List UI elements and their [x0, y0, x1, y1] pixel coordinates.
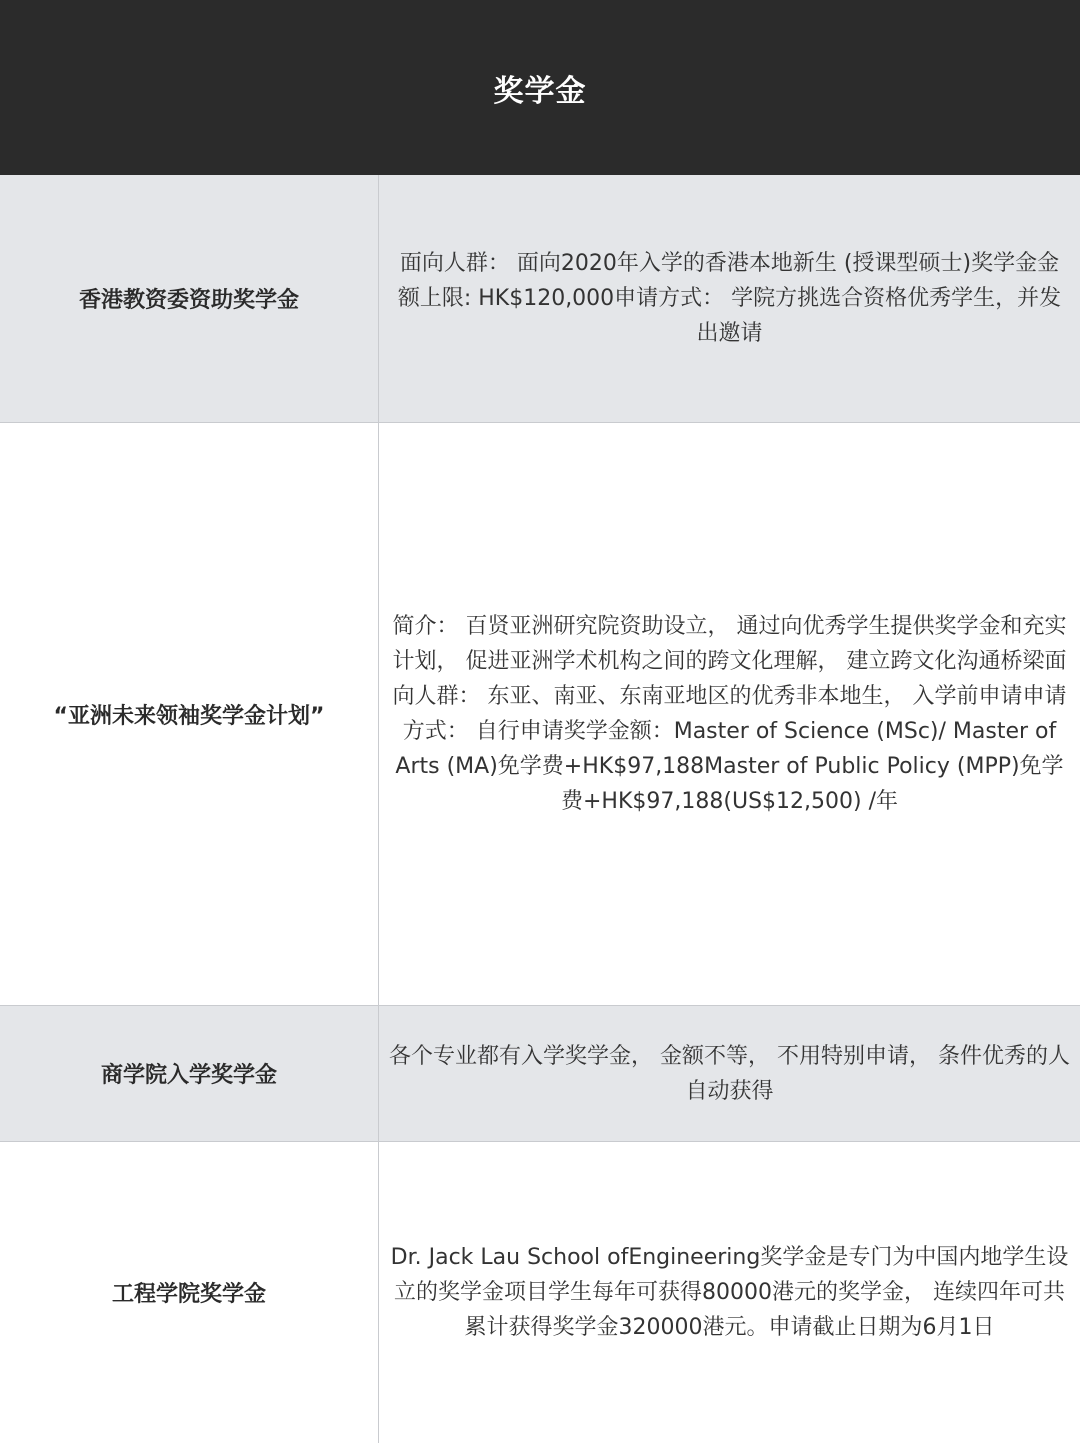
scholarship-description-text: 面向人群： 面向2020年入学的香港本地新生 (授课型硕士)奖学金金额上限: HK$120,000申请方式： 学院方挑选合资格优秀学生，并发出邀请 — [397, 251, 1062, 346]
scholarship-description-text: Dr. Jack Lau School ofEngineering奖学金是专门为中国内地学生设立的奖学金项目学生每年可获得80000港元的奖学金， 连续四年可共累计获得奖学金320000港元。申请截止日期为6月1日 — [390, 1245, 1069, 1340]
table-row — [0, 423, 1080, 1006]
scholarship-name: “亚洲未来领袖奖学金计划” — [0, 423, 379, 1005]
scholarship-description-text: 各个专业都有入学奖学金， 金额不等， 不用特别申请， 条件优秀的人自动获得 — [389, 1043, 1070, 1104]
table-row — [0, 1142, 1080, 1443]
table-header — [0, 0, 1080, 175]
page-title: 奖学金 — [493, 73, 587, 109]
scholarship-name: 工程学院奖学金 — [0, 1142, 379, 1443]
scholarship-name: 商学院入学奖学金 — [0, 1006, 379, 1141]
scholarship-description — [379, 1142, 1080, 1443]
table-row — [0, 175, 1080, 423]
scholarship-name: 香港教资委资助奖学金 — [0, 175, 379, 422]
scholarship-description-text: 简介： 百贤亚洲研究院资助设立， 通过向优秀学生提供奖学金和充实计划， 促进亚洲学术机构之间的跨文化理解， 建立跨文化沟通桥梁面向人群： 东亚、南亚、东南亚地区的优秀非本地生， 入学前申请申请方式： 自行申请奖学金额：Master of Science (MSc)/ Master of Arts (MA)免学费+HK$97,188Master of Public Policy (MPP)免学费+HK$97,188(US$12,500) /年 — [392, 614, 1067, 814]
scholarship-description — [379, 423, 1080, 1005]
table-row — [0, 1006, 1080, 1142]
scholarship-description — [379, 175, 1080, 422]
scholarship-description — [379, 1006, 1080, 1141]
